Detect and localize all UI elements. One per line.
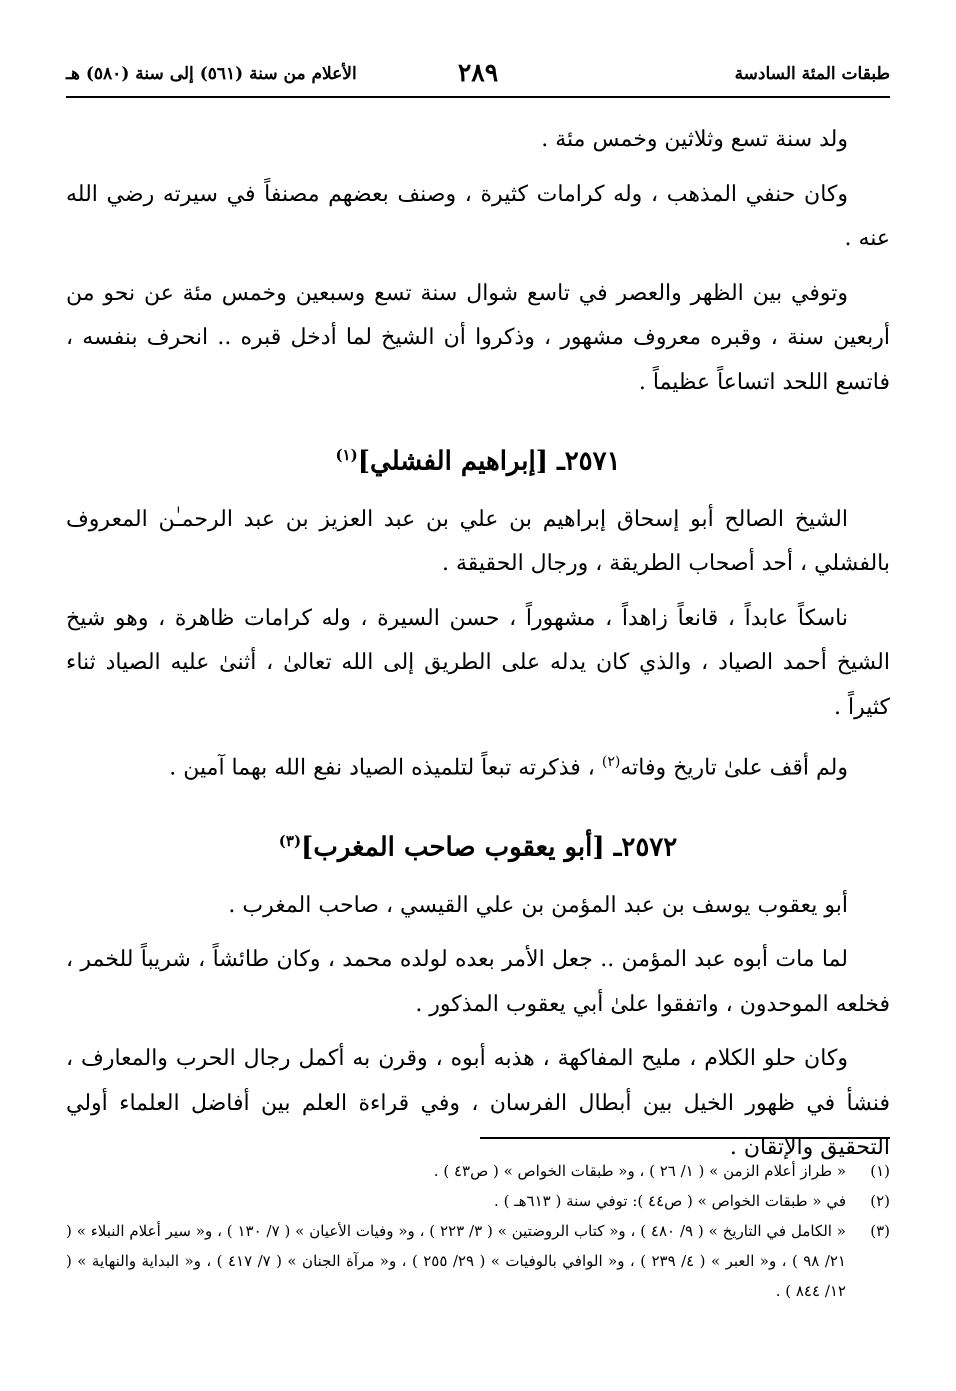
entry-2571-paragraph-3	[66, 740, 890, 791]
footnote-separator	[480, 1137, 890, 1139]
footnote-number: (١)	[870, 1162, 890, 1180]
entry-2572-paragraph-2: لما مات أبوه عبد المؤمن .. جعل الأمر بعده لولده محمد ، وكان طائشاً ، شريباً للخمر ، فخلعه الموحدون ، واتفقوا علىٰ أبي يعقوب المذكور .	[66, 947, 890, 1017]
entry-2572-paragraph-3: وكان حلو الكلام ، مليح المفاكهة ، هذبه أبوه ، وقرن به أكمل رجال الحرب والمعارف ، فنشأ في ظهور الخيل بين أبطال الفرسان ، وفي قراءة العلم بين أفاضل العلماء أولي التحقيق والإتقان .	[66, 1046, 890, 1161]
intro-paragraph-3: وتوفي بين الظهر والعصر في تاسع شوال سنة تسع وسبعين وخمس مئة عن نحو من أربعين سنة ، وقبره معروف مشهور ، وذكروا أن الشيخ لما أدخل قبره .. انحرف بنفسه ، فاتسع اللحد اتساعاً عظيماً .	[66, 280, 890, 395]
footnote-ref-1: (١)	[335, 446, 358, 464]
book-page	[66, 0, 890, 1391]
running-header	[66, 56, 890, 98]
entry-2571-paragraph-2: ناسكاً عابداً ، قانعاً زاهداً ، مشهوراً ، حسن السيرة ، وله كرامات ظاهرة ، وهو شيخ الشيخ أحمد الصياد ، والذي كان يدله على الطريق إلى الله تعالىٰ ، أثنىٰ عليه الصياد ثناء كثيراً .	[66, 605, 890, 720]
footnote-3	[66, 1216, 890, 1306]
footnote-text: في « طبقات الخواص » ( ص٤٤ ): توفي سنة ( ٦١٣هـ ) .	[494, 1192, 846, 1210]
footnote-ref-2: (٢)	[601, 754, 621, 771]
running-header-section-title: طبقات المئة السادسة	[734, 64, 890, 84]
footnote-text: « الكامل في التاريخ » ( ٩/ ٤٨٠ ) ، و« كتاب الروضتين » ( ٣/ ٢٢٣ ) ، و« وفيات الأعيان » ( ٧/ ١٣٠ ) ، و« سير أعلام النبلاء » ( ٢١/ ٩٨ ) ، و« العبر » ( ٤/ ٢٣٩ ) ، و« الوافي بالوفيات » ( ٢٩/ ٢٥٥ ) ، و« مرآة الجنان » ( ٧/ ٤١٧ ) ، و« البداية والنهاية » ( ١٢/ ٨٤٤ ) .	[66, 1222, 846, 1300]
entry-2572-paragraph-1: أبو يعقوب يوسف بن عبد المؤمن بن علي القيسي ، صاحب المغرب .	[228, 892, 848, 918]
footnote-number: (٣)	[870, 1222, 890, 1240]
footnotes	[66, 1156, 890, 1306]
page-number: ٢٨٩	[457, 58, 499, 87]
footnote-ref-3: (٣)	[278, 831, 302, 850]
entry-2571-p3-before: ولم أقف علىٰ تاريخ وفاته	[620, 755, 848, 781]
entry-2571-p3-after: ، فذكرته تبعاً لتلميذه الصياد نفع الله بهما آمين .	[169, 755, 602, 781]
running-header-volume-range: الأعلام من سنة (٥٦١) إلى سنة (٥٨٠) هـ	[66, 64, 357, 84]
entry-heading-2572	[66, 817, 890, 872]
entry-heading-2572-text: ٢٥٧٢ـ [أبو يعقوب صاحب المغرب]	[301, 832, 678, 863]
entry-heading-2571-text: ٢٥٧١ـ [إبراهيم الفشلي]	[357, 446, 621, 477]
entry-2571-paragraph-1: الشيخ الصالح أبو إسحاق إبراهيم بن علي بن عبد العزيز بن عبد الرحمـٰن المعروف بالفشلي ، أحد أصحاب الطريقة ، ورجال الحقيقة .	[66, 506, 890, 577]
intro-paragraph-2: وكان حنفي المذهب ، وله كرامات كثيرة ، وصنف بعضهم مصنفاً في سيرته رضي الله عنه .	[66, 181, 890, 251]
footnote-text: « طراز أعلام الزمن » ( ١/ ٢٦ ) ، و« طبقات الخواص » ( ص٤٣ ) .	[433, 1162, 846, 1180]
footnote-2	[66, 1186, 890, 1216]
body-text	[66, 118, 890, 1181]
footnote-1	[66, 1156, 890, 1186]
intro-paragraph-1: ولد سنة تسع وثلاثين وخمس مئة .	[541, 127, 848, 152]
footnote-number: (٢)	[870, 1192, 890, 1210]
entry-heading-2571	[66, 431, 890, 486]
